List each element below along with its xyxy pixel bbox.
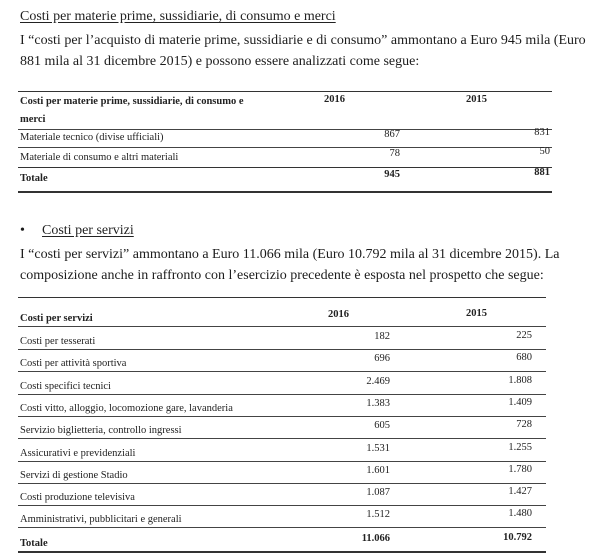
row-rule [18,527,546,528]
row-value-2015: 1.808 [508,374,532,386]
total-value-2016: 945 [384,169,400,180]
row-value-2015: 50 [539,146,550,157]
row-rule [18,483,546,484]
row-value-2015: 1.780 [508,463,532,475]
row-value-2016: 696 [374,353,390,365]
row-value-2015: 1.427 [508,486,532,498]
total-value-2016: 11.066 [361,532,390,544]
table-top-rule [18,297,546,298]
row-rule [18,349,546,350]
bullet-icon: • [20,223,25,238]
row-value-2016: 1.531 [366,442,390,454]
col-header-2016: 2016 [328,309,349,320]
section-title-costi-servizi: Costi per servizi [42,223,134,238]
row-value-2015: 1.255 [508,441,532,453]
total-label: Totale [20,537,48,549]
row-value-2016: 182 [374,331,390,342]
header-rule [18,326,546,327]
row-value-2015: 1.409 [508,396,532,408]
row-value-2015: 1.480 [508,508,532,520]
row-value-2016: 605 [374,420,390,432]
total-value-2015: 10.792 [503,531,532,543]
row-rule [18,167,552,168]
row-value-2016: 1.383 [366,397,390,409]
total-label: Totale [20,173,48,184]
section1-paragraph-line1: I “costi per l’acquisto di materie prime, sussidiarie e di consumo” ammontano a Euro 945 mila (Euro [20,33,586,48]
row-rule [18,438,546,439]
row-label: Costi vitto, alloggio, locomozione gare, lavanderia [20,402,233,414]
table-header-label-cont: merci [20,114,46,125]
row-value-2016: 867 [384,129,400,140]
row-value-2016: 2.469 [366,375,390,387]
col-header-2016: 2016 [324,94,345,105]
row-value-2016: 1.087 [366,487,390,499]
row-value-2015: 225 [516,330,532,341]
row-label: Costi per attività sportiva [20,358,127,370]
row-value-2016: 1.601 [366,464,390,476]
table-bottom-rule [18,551,546,553]
total-value-2015: 881 [534,167,550,178]
row-rule [18,416,546,417]
header-rule [18,129,552,130]
table-bottom-rule [18,191,552,193]
row-label: Costi per tesserati [20,336,96,347]
row-value-2015: 831 [534,127,550,138]
table-top-rule [18,91,552,92]
row-label: Assicurativi e previdenziali [20,447,136,459]
row-label: Materiale tecnico (divise ufficiali) [20,132,164,143]
row-value-2015: 680 [516,352,532,364]
row-value-2016: 1.512 [366,509,390,521]
row-label: Servizi di gestione Stadio [20,469,128,481]
row-value-2015: 728 [516,419,532,431]
row-rule [18,394,546,395]
table-header-label: Costi per materie prime, sussidiarie, di consumo e [20,96,244,107]
section1-paragraph-line2: 881 mila al 31 dicembre 2015) e possono essere analizzati come segue: [20,54,420,69]
section-title-materie-prime: Costi per materie prime, sussidiarie, di consumo e merci [20,9,336,24]
row-value-2016: 78 [389,148,400,159]
row-rule [18,147,552,148]
section2-paragraph-line1: I “costi per servizi” ammontano a Euro 11.066 mila (Euro 10.792 mila al 31 dicembre 2015). La [20,247,560,262]
row-rule [18,461,546,462]
row-rule [18,371,546,372]
col-header-2015: 2015 [466,94,487,105]
row-label: Amministrativi, pubblicitari e generali [20,514,182,526]
row-label: Costi produzione televisiva [20,492,135,504]
row-label: Materiale di consumo e altri materiali [20,152,179,163]
table-header-label: Costi per servizi [20,313,93,324]
col-header-2015: 2015 [466,308,487,319]
row-rule [18,505,546,506]
row-label: Costi specifici tecnici [20,380,111,392]
section2-paragraph-line2: composizione anche in raffronto con l’esercizio precedente è esposta nel prospetto che segue: [20,268,544,283]
row-label: Servizio biglietteria, controllo ingressi [20,425,182,437]
